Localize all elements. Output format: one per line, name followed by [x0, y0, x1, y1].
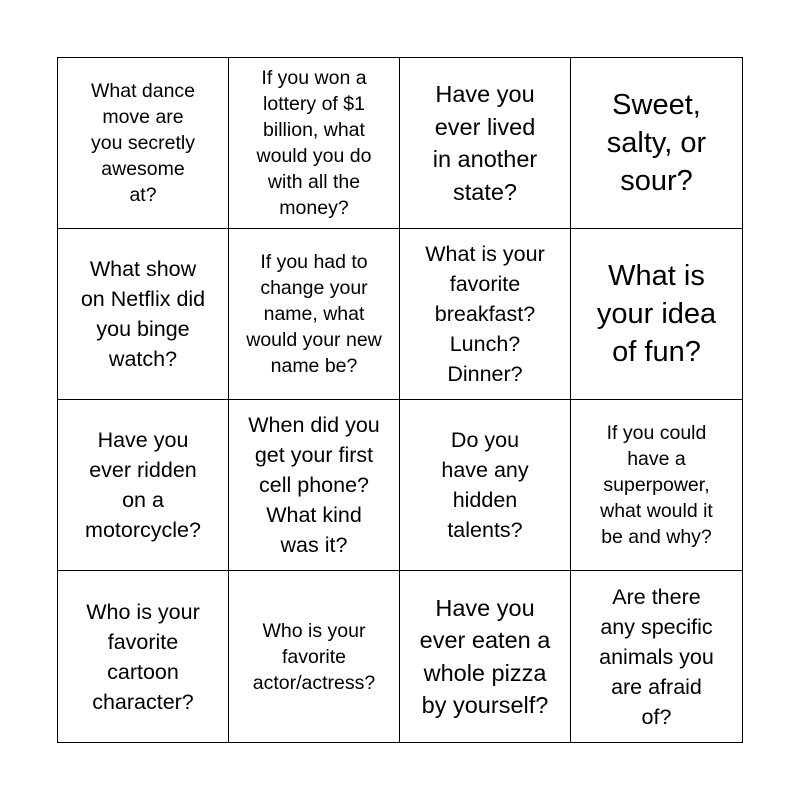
- cell-text: Have you ever ridden on a motorcycle?: [85, 428, 201, 542]
- bingo-cell[interactable]: [58, 229, 229, 400]
- cell-text: Have you ever lived in another state?: [432, 81, 538, 205]
- bingo-board: [57, 57, 743, 743]
- bingo-cell[interactable]: [229, 229, 400, 400]
- cell-text: Are there any specific animals you are afraid of?: [599, 584, 714, 729]
- bingo-cell[interactable]: [229, 571, 400, 742]
- bingo-cell[interactable]: [571, 229, 742, 400]
- cell-text: Sweet, salty, or sour?: [606, 89, 707, 197]
- bingo-cell[interactable]: [571, 571, 742, 742]
- cell-text: What dance move are you secretly awesome at?: [90, 80, 196, 206]
- cell-text: If you had to change your name, what would your new name be?: [246, 251, 382, 377]
- bingo-cell[interactable]: [571, 400, 742, 571]
- cell-text: When did you get your first cell phone? What kind was it?: [248, 413, 380, 557]
- bingo-cell[interactable]: [400, 571, 571, 742]
- bingo-cell[interactable]: [58, 400, 229, 571]
- bingo-cell[interactable]: [229, 400, 400, 571]
- cell-text: If you won a lottery of $1 billion, what would you do with all the money?: [256, 67, 372, 219]
- bingo-cell[interactable]: [229, 58, 400, 229]
- bingo-cell[interactable]: [571, 58, 742, 229]
- bingo-cell[interactable]: [400, 229, 571, 400]
- cell-text: What is your favorite breakfast? Lunch? Dinner?: [425, 242, 545, 386]
- bingo-cell[interactable]: [400, 400, 571, 571]
- cell-text: Do you have any hidden talents?: [441, 428, 529, 542]
- cell-text: What show on Netflix did you binge watch?: [80, 257, 206, 371]
- bingo-cell[interactable]: [58, 571, 229, 742]
- cell-text: Have you ever eaten a whole pizza by yourself?: [419, 594, 551, 718]
- cell-text: Who is your favorite cartoon character?: [86, 599, 200, 714]
- cell-text: If you could have a superpower, what would it be and why?: [600, 422, 713, 548]
- bingo-cell[interactable]: [58, 58, 229, 229]
- cell-text: What is your idea of fun?: [596, 260, 717, 368]
- bingo-cell[interactable]: [400, 58, 571, 229]
- cell-text: Who is your favorite actor/actress?: [252, 619, 376, 694]
